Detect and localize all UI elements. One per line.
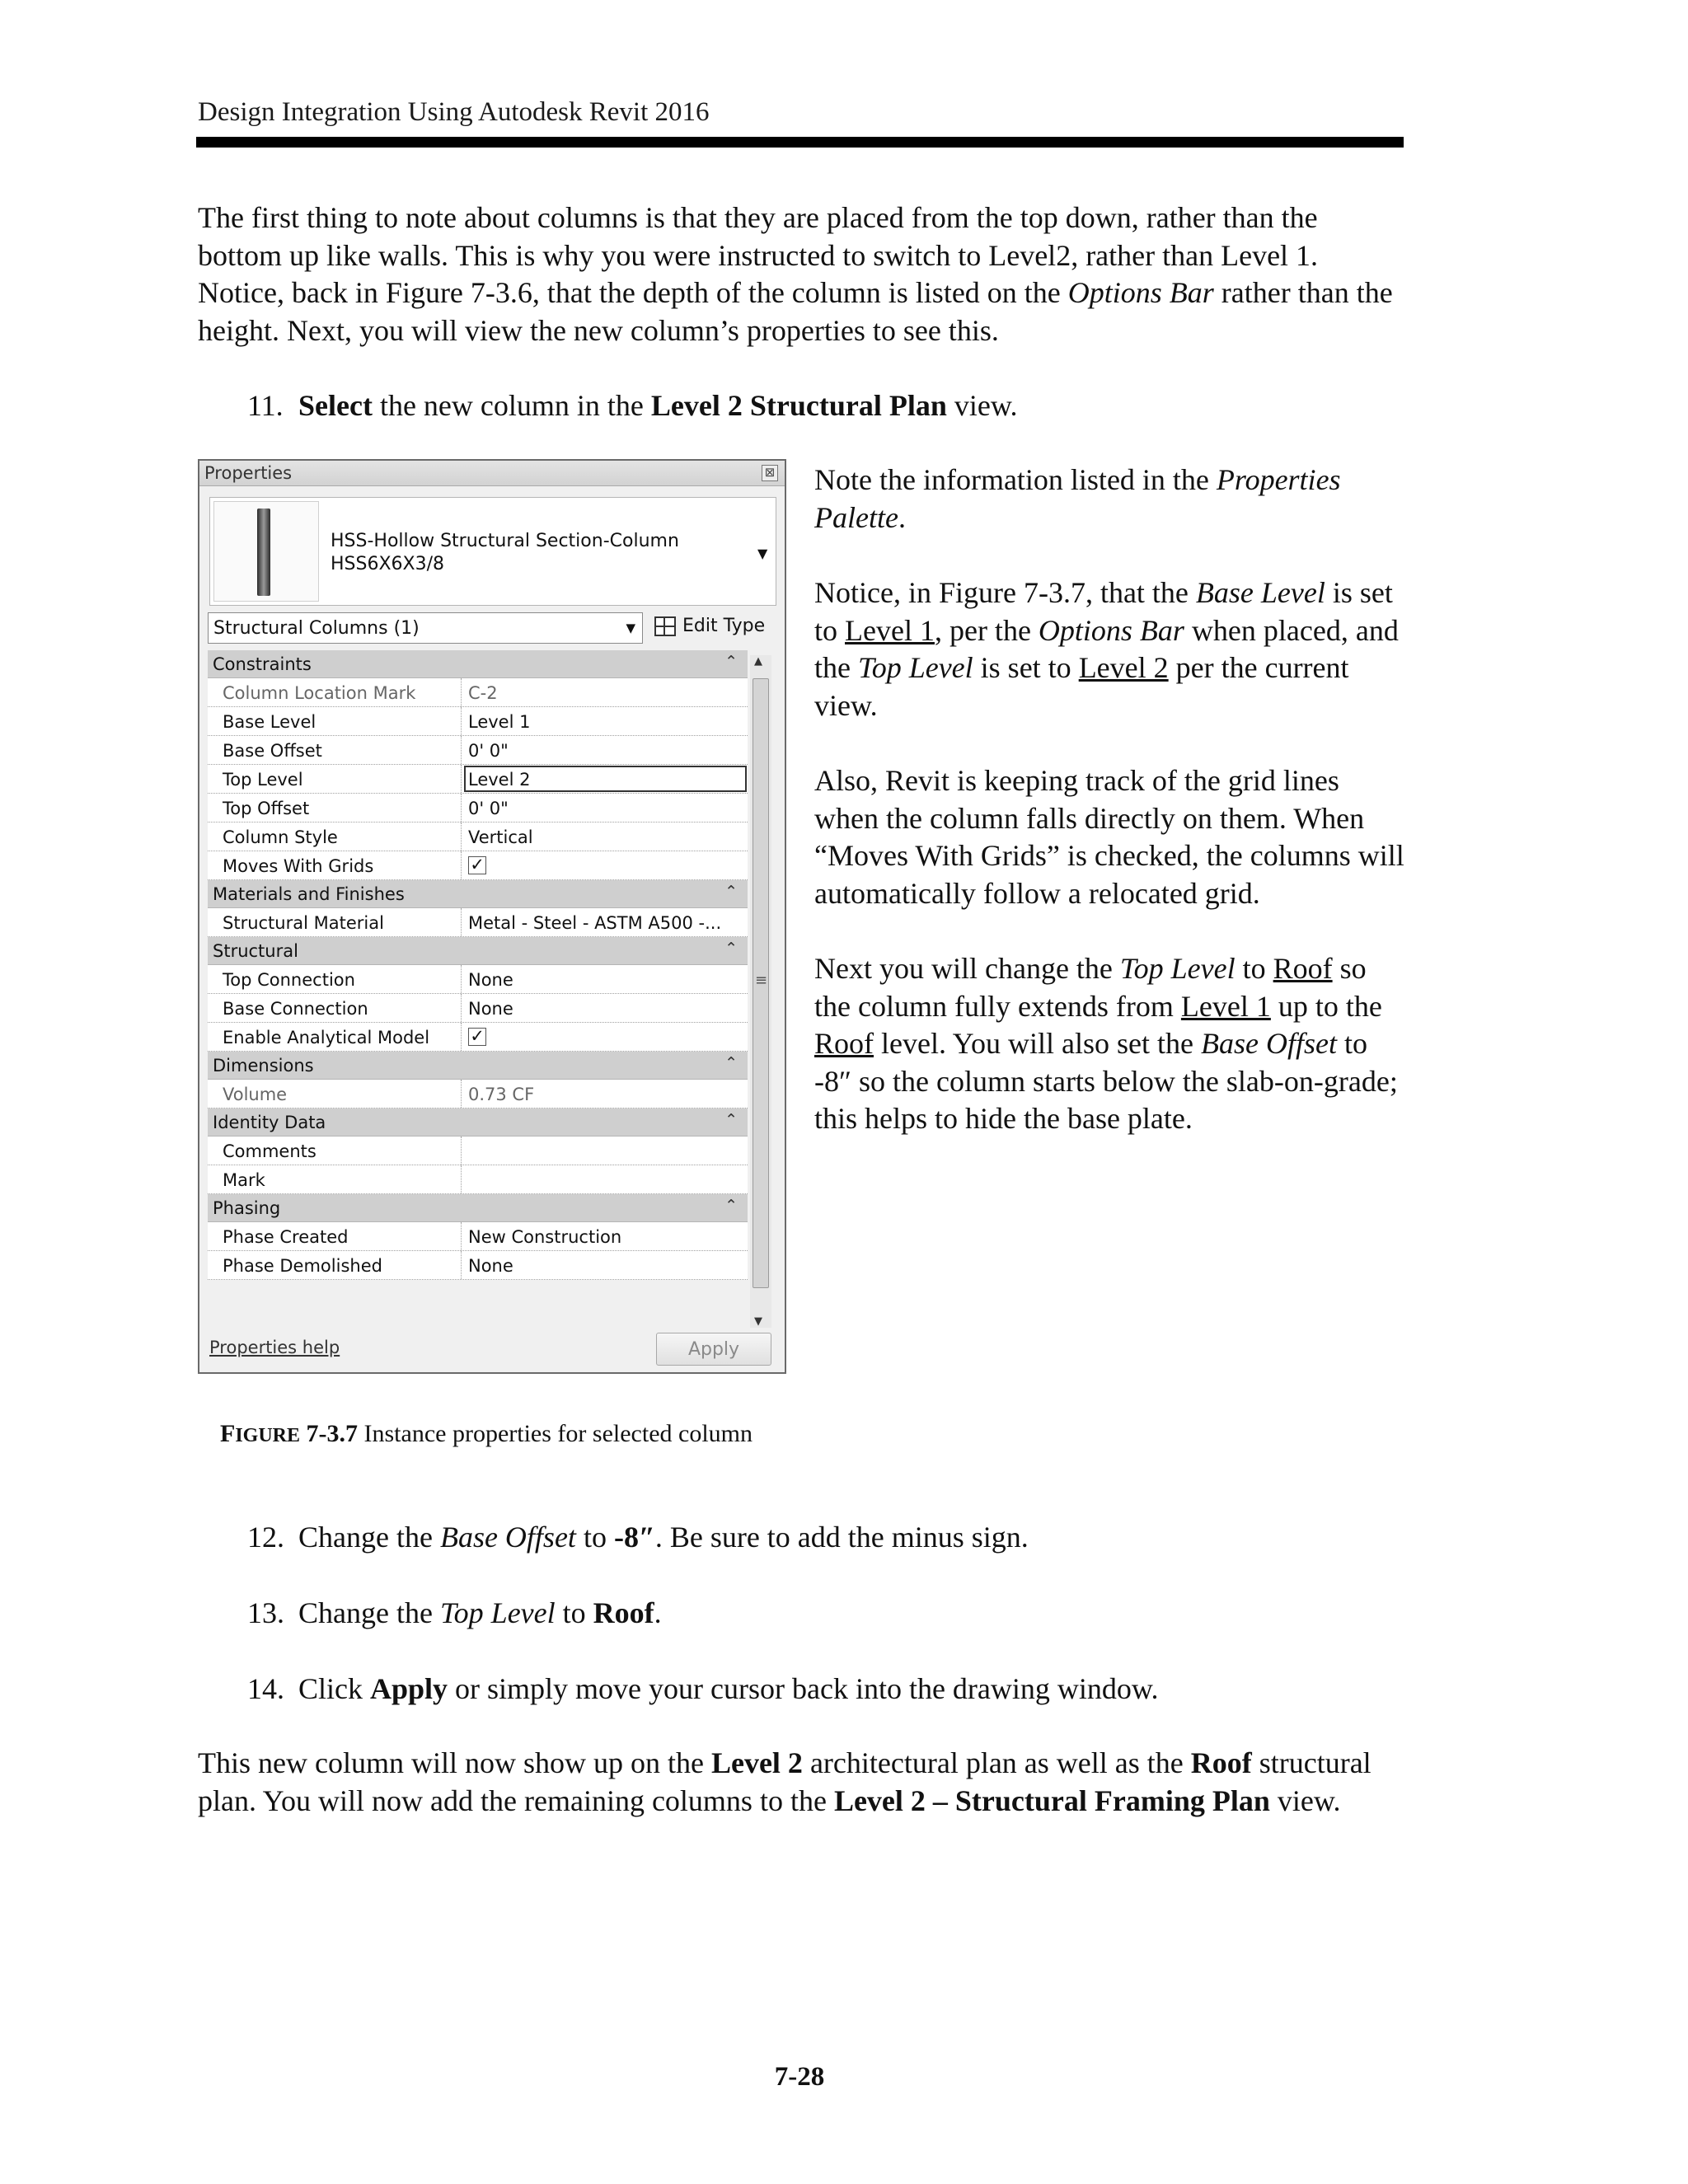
property-name: Comments — [223, 1141, 316, 1161]
property-name: Moves With Grids — [223, 856, 374, 876]
collapse-icon[interactable]: ⌃ — [724, 940, 738, 958]
properties-help-link[interactable]: Properties help — [209, 1338, 340, 1357]
group-label: Dimensions — [213, 1056, 314, 1076]
note-paragraph-2: Notice, in Figure 7-3.7, that the Base Level is set to Level 1, per the Options Bar when placed, and the Top Level is set to Level 2 per the current view. — [814, 576, 1399, 722]
side-notes — [814, 462, 1408, 1176]
row-top-connection[interactable] — [208, 965, 748, 994]
edit-type-icon — [654, 616, 676, 636]
apply-button[interactable] — [656, 1333, 771, 1366]
properties-scrollbar[interactable] — [750, 655, 771, 1328]
closing-paragraph: This new column will now show up on the Level 2 architectural plan as well as the Roof structural plan. You will now add the remaining columns to the Level 2 – Structural Framing Plan view. — [198, 1746, 1372, 1817]
property-name: Phase Demolished — [223, 1256, 382, 1276]
base-offset-value[interactable]: 0' 0" — [468, 741, 509, 761]
page-number: 7-28 — [774, 2062, 825, 2092]
group-dimensions[interactable] — [208, 1052, 748, 1080]
note-paragraph-1: Note the information listed in the Properties Palette. — [814, 463, 1341, 534]
type-size-name: HSS6X6X3/8 — [331, 554, 445, 574]
column-style-value[interactable]: Vertical — [468, 827, 533, 847]
phase-created-value[interactable]: New Construction — [468, 1227, 622, 1247]
step-11: 11. Select the new column in the Level 2 Structural Plan view. — [247, 389, 1018, 422]
property-name: Structural Material — [223, 913, 384, 933]
type-family-name: HSS-Hollow Structural Section-Column — [331, 531, 679, 551]
group-materials[interactable] — [208, 880, 748, 908]
volume-value: 0.73 CF — [468, 1085, 535, 1104]
category-filter-dropdown[interactable] — [208, 612, 643, 644]
collapse-icon[interactable]: ⌃ — [724, 653, 738, 671]
group-phasing[interactable] — [208, 1194, 748, 1222]
row-mark[interactable] — [208, 1165, 748, 1194]
property-name: Base Level — [223, 712, 316, 732]
edit-type-label: Edit Type — [682, 616, 766, 636]
row-column-style[interactable] — [208, 823, 748, 851]
top-level-field[interactable] — [463, 765, 748, 793]
category-filter-value: Structural Columns (1) — [213, 618, 420, 639]
property-name: Top Level — [223, 770, 303, 790]
type-selector[interactable] — [209, 497, 776, 606]
grip-icon: ≡ — [755, 972, 768, 989]
apply-label: Apply — [687, 1339, 740, 1360]
group-label: Identity Data — [213, 1113, 326, 1132]
row-moves-with-grids[interactable] — [208, 851, 748, 880]
property-name: Top Offset — [223, 799, 310, 818]
type-thumbnail — [213, 501, 319, 602]
header-rule — [196, 137, 1404, 148]
property-name: Column Location Mark — [223, 683, 416, 703]
palette-titlebar[interactable] — [199, 461, 785, 486]
property-name: Base Offset — [223, 741, 322, 761]
intro-paragraph: The first thing to note about columns is that they are placed from the top down, rather than the bottom up like walls. This is why you were instructed to switch to Level2, rather than Level 1. Notice, back in Figure 7-3.6, that the depth of the column is listed on the Options Bar rather than the height. Next, you will view the new column’s properties to see this. — [198, 201, 1393, 347]
note-paragraph-4: Next you will change the Top Level to Roof so the column fully extends from Level 1 up to the Roof level. You will also set the Base Offset to -8″ so the column starts below the slab-on-grade; this helps to hide the base plate. — [814, 952, 1398, 1135]
property-name: Top Connection — [223, 970, 355, 990]
row-phase-created[interactable] — [208, 1222, 748, 1251]
top-offset-value[interactable]: 0' 0" — [468, 799, 509, 818]
collapse-icon[interactable]: ⌃ — [724, 883, 738, 901]
properties-palette — [198, 459, 786, 1374]
row-phase-demolished[interactable] — [208, 1251, 748, 1280]
chevron-down-icon[interactable]: ▼ — [757, 546, 768, 561]
row-base-level[interactable] — [208, 707, 748, 736]
scroll-up-icon[interactable]: ▲ — [754, 655, 762, 668]
row-comments[interactable] — [208, 1137, 748, 1165]
property-name: Phase Created — [223, 1227, 349, 1247]
row-column-location-mark — [208, 678, 748, 707]
step-13: 13. Change the Top Level to Roof. — [247, 1596, 662, 1629]
palette-title: Properties — [204, 463, 293, 483]
close-icon[interactable]: ⊠ — [762, 465, 778, 481]
collapse-icon[interactable]: ⌃ — [724, 1054, 738, 1072]
row-volume — [208, 1080, 748, 1108]
group-label: Phasing — [213, 1198, 281, 1218]
note-paragraph-3: Also, Revit is keeping track of the grid lines when the column falls directly on them. When “Moves With Grids” is checked, the columns will automatically follow a relocated grid. — [814, 764, 1404, 910]
structural-material-value[interactable]: Metal - Steel - ASTM A500 -... — [468, 913, 722, 933]
property-value: C-2 — [468, 683, 498, 703]
phase-demolished-value[interactable]: None — [468, 1256, 513, 1276]
property-name: Base Connection — [223, 999, 368, 1019]
property-name: Enable Analytical Model — [223, 1028, 430, 1047]
moves-with-grids-checkbox[interactable]: ✓ — [468, 856, 486, 874]
group-constraints[interactable] — [208, 650, 748, 678]
group-structural[interactable] — [208, 937, 748, 965]
property-name: Mark — [223, 1170, 265, 1190]
chevron-down-icon[interactable]: ▼ — [626, 621, 635, 635]
base-connection-value[interactable]: None — [468, 999, 513, 1019]
running-header: Design Integration Using Autodesk Revit 2016 — [198, 97, 710, 127]
scroll-down-icon[interactable]: ▼ — [754, 1315, 762, 1328]
top-level-value[interactable]: Level 2 — [468, 770, 531, 790]
row-enable-analytical-model[interactable] — [208, 1023, 748, 1052]
step-14: 14. Click Apply or simply move your cursor back into the drawing window. — [247, 1672, 1159, 1705]
analytical-model-checkbox[interactable]: ✓ — [468, 1028, 486, 1046]
row-top-level[interactable] — [208, 765, 748, 794]
step-12: 12. Change the Base Offset to -8″. Be sure to add the minus sign. — [247, 1521, 1029, 1554]
properties-grid — [208, 650, 748, 1280]
figure-caption: FIGURE 7-3.7 Instance properties for selected column — [220, 1420, 753, 1447]
property-name: Column Style — [223, 827, 338, 847]
scroll-thumb[interactable] — [753, 678, 769, 1288]
row-base-offset[interactable] — [208, 736, 748, 765]
group-label: Structural — [213, 941, 298, 961]
collapse-icon[interactable]: ⌃ — [724, 1197, 738, 1215]
row-structural-material[interactable] — [208, 908, 748, 937]
group-identity-data[interactable] — [208, 1108, 748, 1137]
group-label: Materials and Finishes — [213, 884, 405, 904]
base-level-value[interactable]: Level 1 — [468, 712, 531, 732]
edit-type-button[interactable] — [651, 612, 775, 642]
group-label: Constraints — [213, 654, 312, 674]
column-thumbnail-icon — [257, 509, 270, 596]
row-top-offset[interactable] — [208, 794, 748, 823]
top-connection-value[interactable]: None — [468, 970, 513, 990]
collapse-icon[interactable]: ⌃ — [724, 1111, 738, 1129]
row-base-connection[interactable] — [208, 994, 748, 1023]
property-name: Volume — [223, 1085, 288, 1104]
